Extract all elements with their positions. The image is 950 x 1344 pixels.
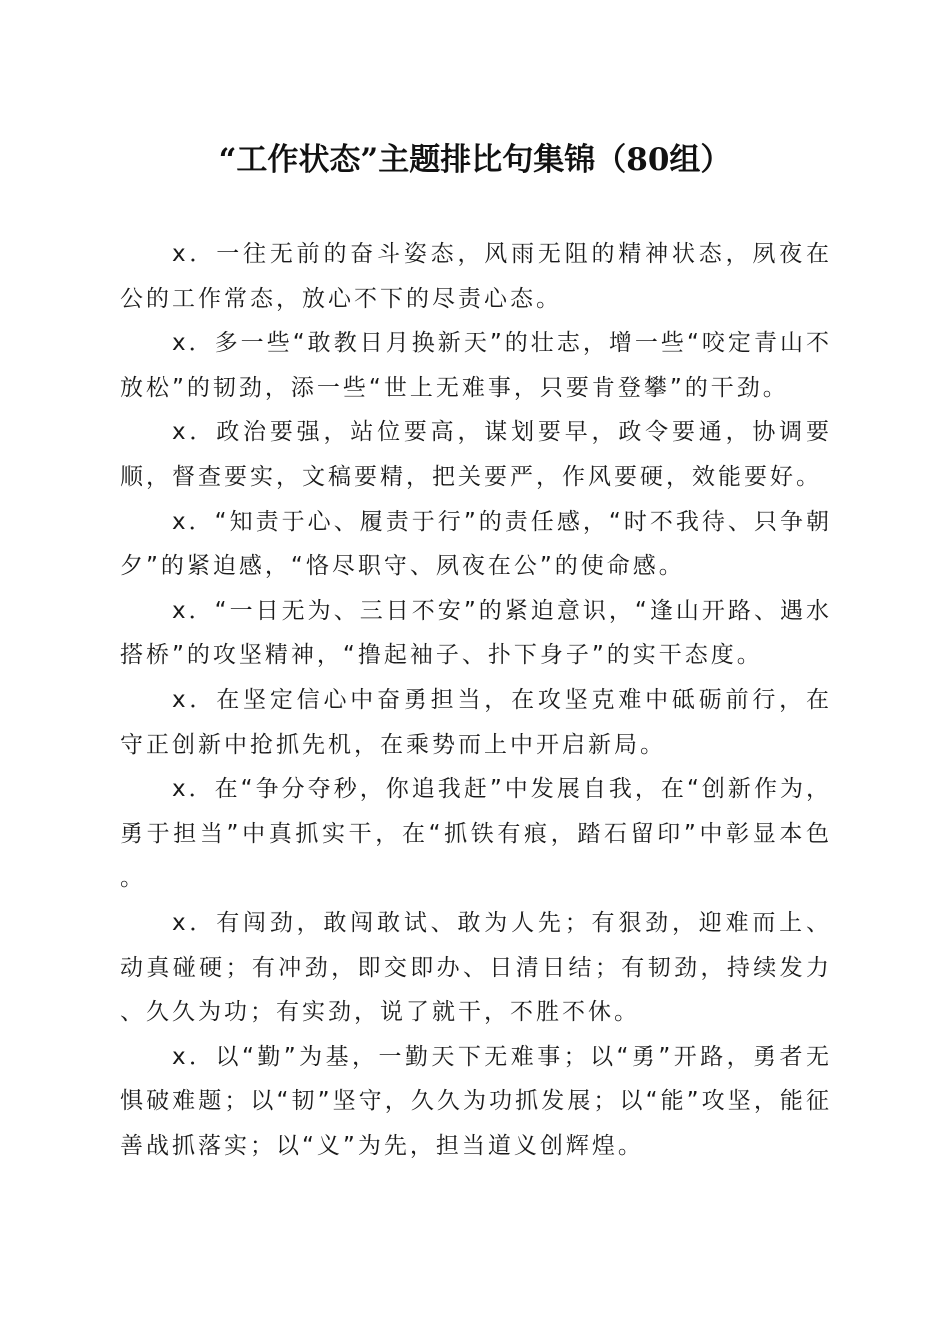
paragraph: x．一往无前的奋斗姿态，风雨无阻的精神状态，夙夜在公的工作常态，放心不下的尽责心态。 [120,241,832,312]
paragraph: x．多一些“敢教日月换新天”的壮志，增一些“咬定青山不放松”的韧劲，添一些“世上无难事，只要肯登攀”的干劲。 [120,330,832,401]
paragraph: x．有闯劲，敢闯敢试、敢为人先；有狠劲，迎难而上、动真碰硬；有冲劲，即交即办、日清日结；有韧劲，持续发力、久久为功；有实劲，说了就干，不胜不休。 [120,909,832,1026]
paragraph: x．政治要强，站位要高，谋划要早，政令要通，协调要顺，督查要实，文稿要精，把关要严，作风要硬，效能要好。 [120,419,832,490]
paragraph: x．“知责于心、履责于行”的责任感，“时不我待、只争朝夕”的紧迫感，“恪尽职守、夙夜在公”的使命感。 [120,508,832,580]
paragraph: x．在“争分夺秒，你追我赶”中发展自我，在“创新作为，勇于担当”中真抓实干，在“抓铁有痕，踏石留印”中彰显本色。 [120,776,832,892]
paragraph: x．以“勤”为基，一勤天下无难事；以“勇”开路，勇者无惧破难题；以“韧”坚守，久久为功抓发展；以“能”攻坚，能征善战抓落实；以“义”为先，担当道义创辉煌。 [120,1043,832,1159]
document-title: “工作状态”主题排比句集锦（80组） [218,142,732,178]
paragraph: x．“一日无为、三日不安”的紧迫意识，“逢山开路、遇水搭桥”的攻坚精神，“撸起袖子、扑下身子”的实干态度。 [120,597,832,669]
paragraph: x．在坚定信心中奋勇担当，在攻坚克难中砥砺前行，在守正创新中抢抓先机，在乘势而上中开启新局。 [120,686,832,758]
document-body [120,232,832,1168]
